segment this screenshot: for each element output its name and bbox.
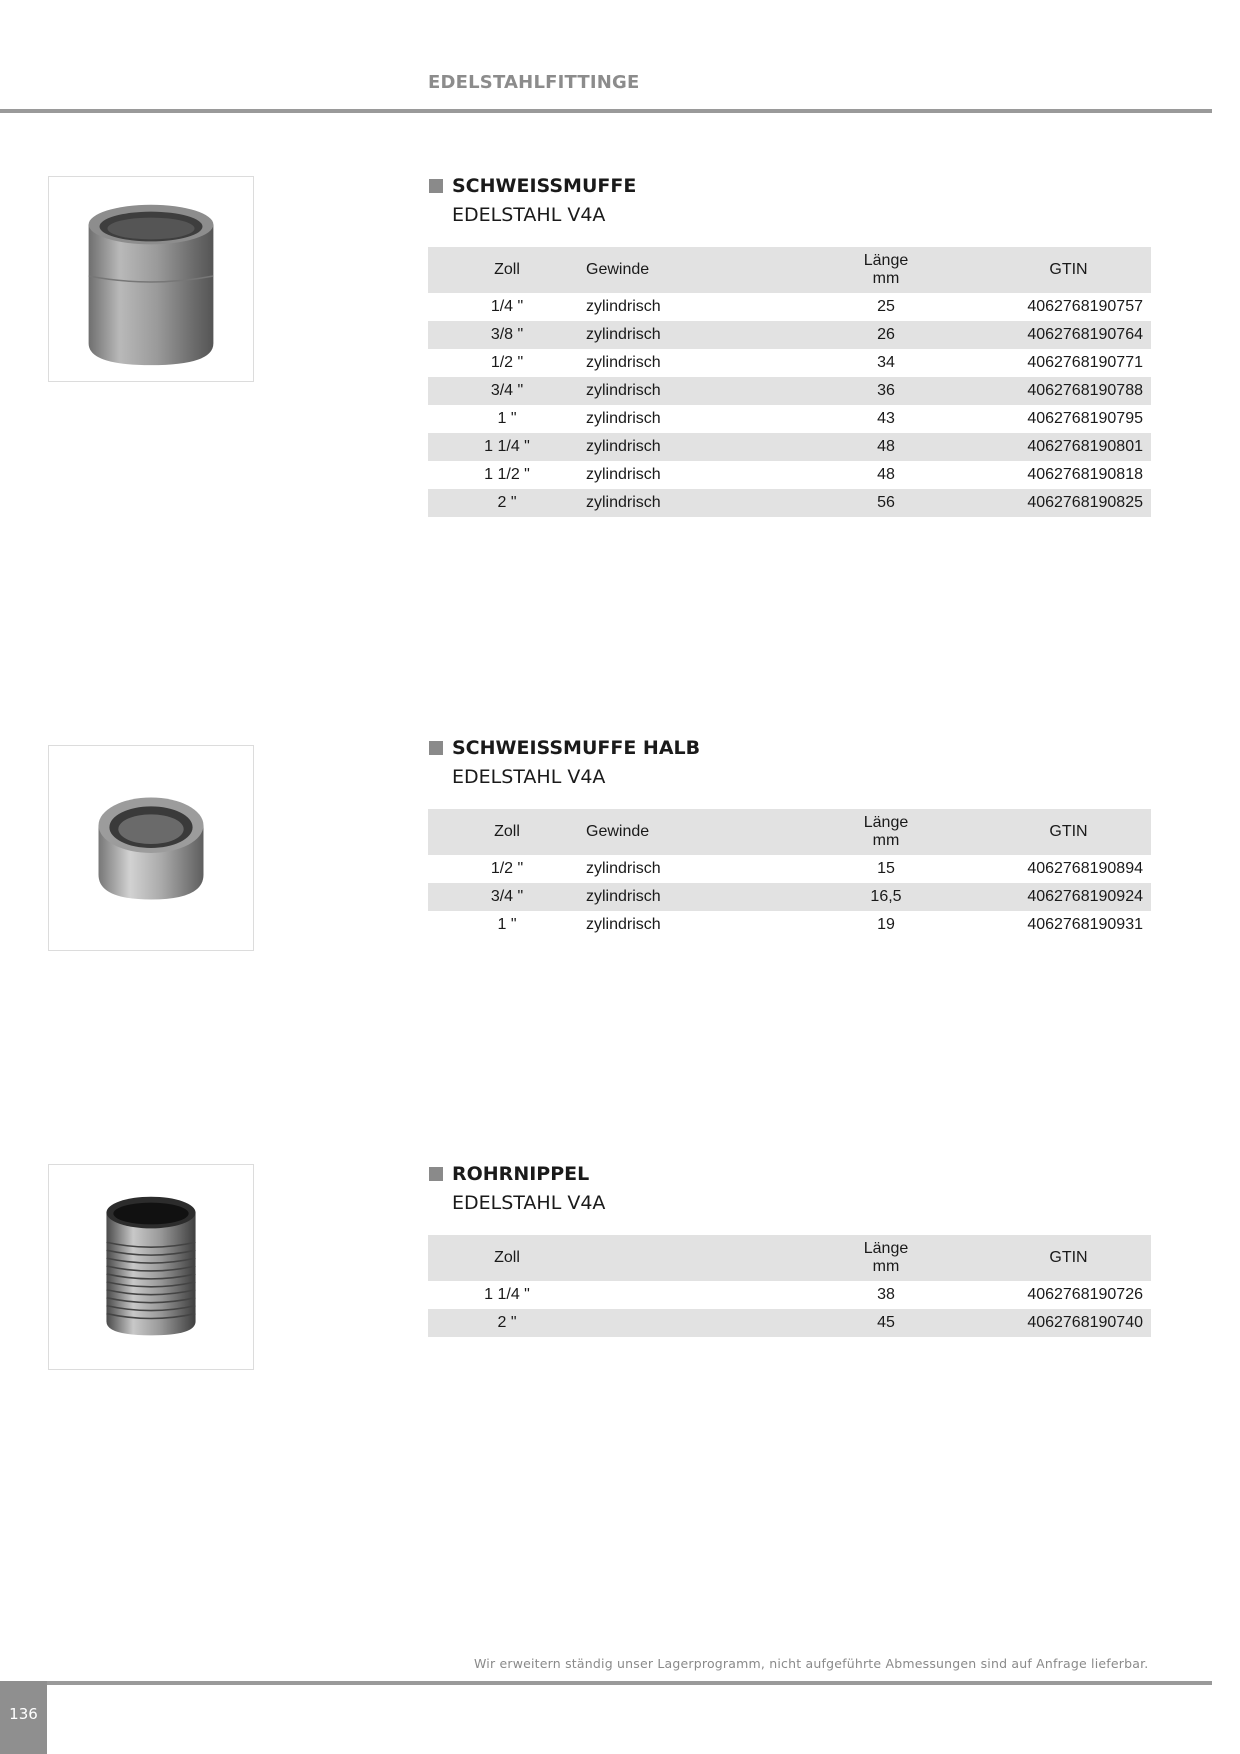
cell-gewinde: zylindrisch bbox=[586, 489, 786, 517]
table-row bbox=[428, 489, 1151, 517]
cell-zoll: 1 " bbox=[497, 410, 517, 427]
table-row bbox=[428, 377, 1151, 405]
cell-laenge: 36 bbox=[786, 377, 986, 405]
header-divider bbox=[0, 109, 1212, 113]
cell-gewinde bbox=[586, 1309, 786, 1337]
product-subtitle: EDELSTAHL V4A bbox=[452, 1192, 606, 1214]
section-schweissmuffe bbox=[428, 174, 1151, 517]
cell-laenge: 56 bbox=[786, 489, 986, 517]
cell-laenge: 16,5 bbox=[786, 883, 986, 911]
col-header-gewinde: Gewinde bbox=[586, 809, 786, 855]
cell-laenge: 43 bbox=[877, 410, 895, 427]
cell-laenge: 45 bbox=[786, 1309, 986, 1337]
table-row bbox=[428, 461, 1151, 489]
pipe-nipple-image bbox=[49, 1165, 253, 1369]
product-title-text: SCHWEISSMUFFE HALB bbox=[452, 737, 701, 759]
square-bullet-icon bbox=[429, 179, 443, 193]
cell-gewinde: zylindrisch bbox=[586, 321, 786, 349]
cell-gtin: 4062768190740 bbox=[986, 1309, 1151, 1337]
spec-table bbox=[428, 247, 1151, 517]
cell-laenge: 34 bbox=[877, 354, 895, 371]
table-header-row bbox=[428, 247, 1151, 293]
col-header-laenge-label: Länge bbox=[863, 252, 909, 269]
cell-zoll: 2 " bbox=[428, 489, 586, 517]
cell-gtin: 4062768190894 bbox=[1027, 860, 1143, 877]
table-row bbox=[428, 855, 1151, 883]
product-title bbox=[428, 1162, 1151, 1186]
product-title-text: ROHRNIPPEL bbox=[452, 1163, 590, 1185]
col-header-laenge-label: Länge bbox=[863, 1240, 909, 1257]
square-bullet-icon bbox=[429, 741, 443, 755]
col-header-empty bbox=[586, 1235, 786, 1281]
table-row bbox=[428, 293, 1151, 321]
half-weld-socket-image bbox=[49, 746, 253, 950]
table-row bbox=[428, 883, 1151, 911]
page-section-title: EDELSTAHLFITTINGE bbox=[428, 72, 640, 93]
product-photo-rohrnippel bbox=[48, 1164, 254, 1370]
cell-gtin: 4062768190801 bbox=[986, 433, 1151, 461]
cell-zoll: 3/4 " bbox=[428, 883, 586, 911]
section-rohrnippel bbox=[428, 1162, 1151, 1337]
cell-zoll: 1/4 " bbox=[490, 298, 524, 315]
col-header-laenge bbox=[786, 247, 986, 293]
col-header-laenge bbox=[786, 809, 986, 855]
page-number: 136 bbox=[9, 1705, 38, 1723]
table-row bbox=[428, 321, 1151, 349]
col-header-gewinde: Gewinde bbox=[586, 247, 786, 293]
cell-gtin: 4062768190818 bbox=[1027, 466, 1143, 483]
table-row bbox=[428, 1281, 1151, 1309]
cell-laenge: 19 bbox=[877, 916, 895, 933]
cell-gtin: 4062768190924 bbox=[986, 883, 1151, 911]
cell-zoll: 2 " bbox=[428, 1309, 586, 1337]
cell-zoll: 3/4 " bbox=[428, 377, 586, 405]
weld-socket-image bbox=[49, 177, 253, 381]
product-title bbox=[428, 736, 1151, 760]
cell-zoll: 1 1/4 " bbox=[428, 433, 586, 461]
table-row bbox=[428, 405, 1151, 433]
table-header-row bbox=[428, 809, 1151, 855]
table-row bbox=[428, 911, 1151, 939]
product-title bbox=[428, 174, 1151, 198]
col-header-zoll: Zoll bbox=[428, 809, 586, 855]
cell-zoll: 1/2 " bbox=[490, 860, 524, 877]
table-row bbox=[428, 349, 1151, 377]
cell-zoll: 1 " bbox=[497, 916, 517, 933]
col-header-gtin: GTIN bbox=[986, 1235, 1151, 1281]
cell-gewinde: zylindrisch bbox=[586, 410, 661, 427]
footer-divider bbox=[0, 1681, 1212, 1685]
cell-gtin: 4062768190795 bbox=[1027, 410, 1143, 427]
cell-laenge: 25 bbox=[877, 298, 895, 315]
cell-laenge: 48 bbox=[786, 433, 986, 461]
footer-note: Wir erweitern ständig unser Lagerprogramm, nicht aufgeführte Abmessungen sind auf Anfrage lieferbar. bbox=[474, 1656, 1149, 1671]
col-header-zoll: Zoll bbox=[428, 247, 586, 293]
cell-gewinde: zylindrisch bbox=[586, 916, 661, 933]
cell-gewinde: zylindrisch bbox=[586, 354, 661, 371]
cell-gtin: 4062768190931 bbox=[1027, 916, 1143, 933]
cell-gewinde: zylindrisch bbox=[586, 298, 661, 315]
cell-laenge: 15 bbox=[877, 860, 895, 877]
col-header-zoll: Zoll bbox=[428, 1235, 586, 1281]
cell-gewinde: zylindrisch bbox=[586, 883, 786, 911]
cell-zoll: 1/2 " bbox=[490, 354, 524, 371]
cell-zoll: 1 1/4 " bbox=[484, 1286, 530, 1303]
product-title-text: SCHWEISSMUFFE bbox=[452, 175, 637, 197]
cell-zoll: 3/8 " bbox=[428, 321, 586, 349]
square-bullet-icon bbox=[429, 1167, 443, 1181]
product-subtitle: EDELSTAHL V4A bbox=[452, 204, 606, 226]
cell-laenge: 48 bbox=[877, 466, 895, 483]
product-photo-schweissmuffe-halb bbox=[48, 745, 254, 951]
cell-gtin: 4062768190771 bbox=[1027, 354, 1143, 371]
col-header-laenge-unit: mm bbox=[872, 832, 900, 849]
col-header-laenge-unit: mm bbox=[872, 270, 900, 287]
col-header-laenge-label: Länge bbox=[863, 814, 909, 831]
product-subtitle: EDELSTAHL V4A bbox=[452, 766, 606, 788]
table-row bbox=[428, 433, 1151, 461]
cell-zoll: 1 1/2 " bbox=[484, 466, 530, 483]
table-row bbox=[428, 1309, 1151, 1337]
cell-gewinde: zylindrisch bbox=[586, 433, 786, 461]
cell-laenge: 26 bbox=[786, 321, 986, 349]
spec-table bbox=[428, 1235, 1151, 1337]
cell-gewinde bbox=[586, 1281, 786, 1309]
col-header-gtin: GTIN bbox=[986, 809, 1151, 855]
cell-gtin: 4062768190825 bbox=[986, 489, 1151, 517]
cell-gewinde: zylindrisch bbox=[586, 377, 786, 405]
cell-gtin: 4062768190757 bbox=[1027, 298, 1143, 315]
spec-table bbox=[428, 809, 1151, 939]
cell-laenge: 38 bbox=[877, 1286, 895, 1303]
col-header-laenge bbox=[786, 1235, 986, 1281]
cell-gewinde: zylindrisch bbox=[586, 466, 661, 483]
section-schweissmuffe-halb bbox=[428, 736, 1151, 939]
cell-gtin: 4062768190764 bbox=[986, 321, 1151, 349]
cell-gewinde: zylindrisch bbox=[586, 860, 661, 877]
cell-gtin: 4062768190726 bbox=[1027, 1286, 1143, 1303]
cell-gtin: 4062768190788 bbox=[986, 377, 1151, 405]
col-header-laenge-unit: mm bbox=[872, 1258, 900, 1275]
table-header-row bbox=[428, 1235, 1151, 1281]
col-header-gtin: GTIN bbox=[986, 247, 1151, 293]
product-photo-schweissmuffe bbox=[48, 176, 254, 382]
